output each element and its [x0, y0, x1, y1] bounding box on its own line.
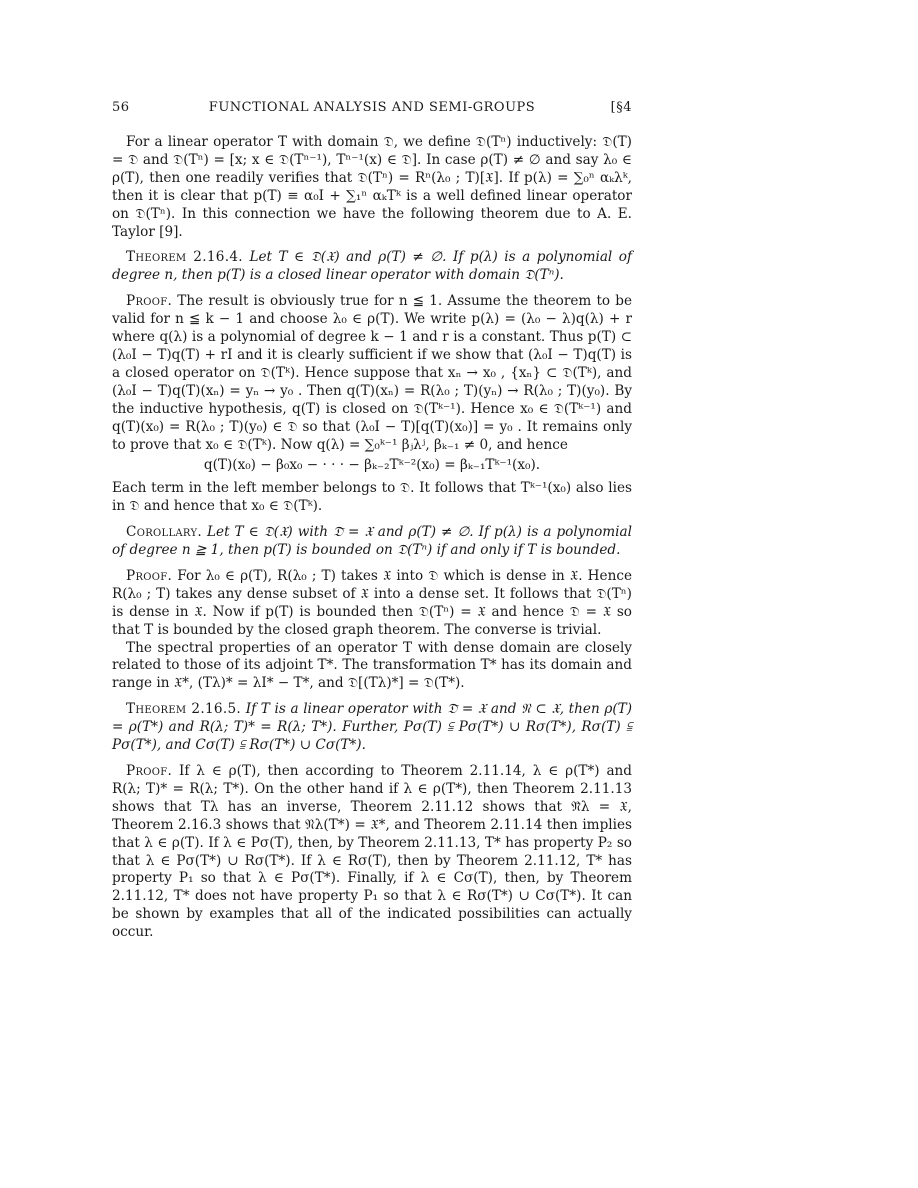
- proof-conclusion: Each term in the left member belongs to 𝔇. It follows that Tᵏ⁻¹(x₀) also lies in 𝔇 and hence that x₀ ∈ 𝔇(Tᵏ).: [112, 480, 632, 515]
- page-number: 56: [112, 100, 130, 115]
- page-body: [112, 134, 632, 950]
- theorem-statement: If T is a linear operator with 𝔇̄ = 𝔛 and 𝔑 ⊂ 𝔛, then ρ(T) = ρ(T*) and R(λ; T)* = R(λ; T*). Further, Pσ(T) ⫅ Pσ(T*) ∪ Rσ(T*), Rσ(T) ⫅ Pσ(T*), and Cσ(T) ⫅ Rσ(T*) ∪ Cσ(T*).: [112, 701, 633, 754]
- theorem-statement: Let T ∈ 𝔇(𝔛) and ρ(T) ≠ ∅. If p(λ) is a polynomial of degree n, then p(T) is a closed linear operator with domain 𝔇(Tⁿ).: [112, 249, 633, 284]
- running-header: [112, 100, 632, 120]
- intro-paragraph: For a linear operator T with domain 𝔇, we define 𝔇(Tⁿ) inductively: 𝔇(T) = 𝔇 and 𝔇(Tⁿ) = [x; x ∈ 𝔇(Tⁿ⁻¹), Tⁿ⁻¹(x) ∈ 𝔇]. In case ρ(T) ≠ ∅ and say λ₀ ∈ ρ(T), then one readily verifies that 𝔇(Tⁿ) = Rⁿ(λ₀ ; T)[𝔛]. If p(λ) = ∑₀ⁿ αₖλᵏ, then it is clear that p(T) ≡ α₀I + ∑₁ⁿ αₖTᵏ is a well defined linear operator on 𝔇(Tⁿ). In this connection we have the following theorem due to A. E. Taylor [9].: [112, 134, 632, 240]
- proof-theorem-2-16-4: [112, 293, 632, 454]
- running-title: FUNCTIONAL ANALYSIS AND SEMI-GROUPS: [208, 100, 536, 115]
- section-marker: [§4: [610, 100, 632, 115]
- proof-theorem-2-16-5: [112, 763, 632, 942]
- theorem-2-16-4: [112, 249, 632, 285]
- proof-text: If λ ∈ ρ(T), then according to Theorem 2.11.14, λ ∈ ρ(T*) and R(λ; T)* = R(λ; T*). On the other hand if λ ∈ ρ(T*), then Theorem 2.11.13 shows that Tλ has an inverse, Theorem 2.11.12 shows that 𝔑̄λ = 𝔛, Theorem 2.16.3 shows that 𝔑λ(T*) = 𝔛*, and Theorem 2.11.14 then implies that λ ∈ ρ(T). If λ ∈ Pσ(T), then, by Theorem 2.11.13, T* has property P₂ so that λ ∈ Pσ(T*) ∪ Rσ(T*). If λ ∈ Rσ(T), then by Theorem 2.11.12, T* has property P₁ so that λ ∈ Pσ(T*). Finally, if λ ∈ Cσ(T), then, by Theorem 2.11.12, T* does not have property P₁ so that λ ∈ Rσ(T*) ∪ Cσ(T*). It can be shown by examples that all of the indicated possibilities can actually occur.: [112, 763, 633, 941]
- theorem-label: Theorem 2.16.4.: [126, 249, 243, 266]
- display-equation: q(T)(x₀) − β₀x₀ − · · · − βₖ₋₂Tᵏ⁻²(x₀) = βₖ₋₁Tᵏ⁻¹(x₀).: [203, 457, 541, 474]
- proof-label: Proof.: [126, 293, 173, 310]
- proof-label: Proof.: [126, 567, 173, 584]
- proof-text: For λ₀ ∈ ρ(T), R(λ₀ ; T) takes 𝔛 into 𝔇 which is dense in 𝔛. Hence R(λ₀ ; T) takes any dense subset of 𝔛 into a dense set. It follows that 𝔇(Tⁿ) is dense in 𝔛. Now if p(T) is bounded then 𝔇(Tⁿ) = 𝔛 and hence 𝔇 = 𝔛 so that T is bounded by the closed graph theorem. The converse is trivial.: [112, 567, 632, 638]
- theorem-label: Theorem 2.16.5.: [126, 701, 242, 718]
- corollary: [112, 524, 632, 560]
- corollary-label: Corollary.: [126, 524, 202, 541]
- proof-text: The result is obviously true for n ≦ 1. Assume the theorem to be valid for n ≦ k − 1 and choose λ₀ ∈ ρ(T). We write p(λ) = (λ₀ − λ)q(λ) + r where q(λ) is a polynomial of degree k − 1 and r is a constant. Thus p(T) ⊂ (λ₀I − T)q(T) + rI and it is clearly sufficient if we show that (λ₀I − T)q(T) is a closed operator on 𝔇(Tᵏ). Hence suppose that xₙ → x₀ , {xₙ} ⊂ 𝔇(Tᵏ), and (λ₀I − T)q(T)(xₙ) = yₙ → y₀ . Then q(T)(xₙ) = R(λ₀ ; T)(yₙ) → R(λ₀ ; T)(y₀). By the inductive hypothesis, q(T) is closed on 𝔇(Tᵏ⁻¹). Hence x₀ ∈ 𝔇(Tᵏ⁻¹) and q(T)(x₀) = R(λ₀ ; T)(y₀) ∈ 𝔇 so that (λ₀I − T)[q(T)(x₀)] = y₀ . It remains only to prove that x₀ ∈ 𝔇(Tᵏ). Now q(λ) = ∑₀ᵏ⁻¹ βⱼλʲ, βₖ₋₁ ≠ 0, and hence: [112, 293, 632, 453]
- proof-corollary: [112, 568, 632, 640]
- corollary-statement: Let T ∈ 𝔇(𝔛) with 𝔇̄ = 𝔛 and ρ(T) ≠ ∅. If p(λ) is a polynomial of degree n ≧ 1, then p(T) is bounded on 𝔇(Tⁿ) if and only if T is bounded.: [112, 524, 632, 559]
- proof-label: Proof.: [126, 763, 173, 779]
- theorem-2-16-5: [112, 701, 632, 755]
- spectral-paragraph: The spectral properties of an operator T with dense domain are closely related to those of its adjoint T*. The transformation T* has its domain and range in 𝔛*, (Tλ)* = λI* − T*, and 𝔇[(Tλ)*] = 𝔇(T*).: [112, 639, 632, 692]
